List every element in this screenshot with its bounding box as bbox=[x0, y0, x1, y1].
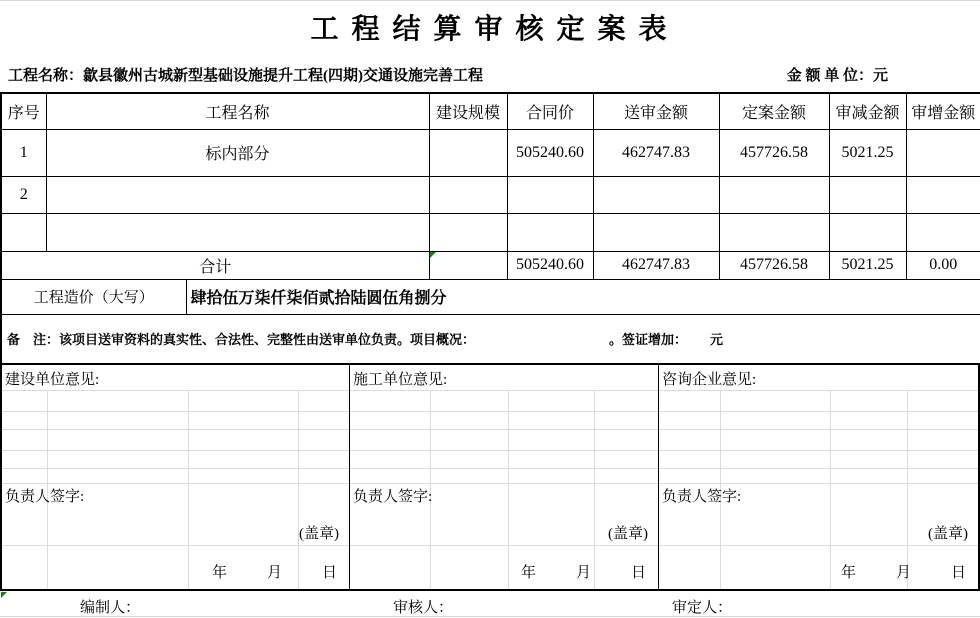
seal-label: (盖章) bbox=[928, 526, 968, 542]
date-day: 日 bbox=[321, 565, 337, 581]
cell-row1-name[interactable]: 标内部分 bbox=[46, 129, 429, 176]
header-seq[interactable]: 序号 bbox=[1, 93, 46, 129]
cell-row3-name[interactable] bbox=[46, 213, 429, 251]
seal-label: (盖章) bbox=[299, 526, 339, 542]
date-year: 年 bbox=[211, 565, 227, 581]
cell-row1-increased[interactable] bbox=[906, 129, 980, 176]
project-name-label: 工程名称：歙县徽州古城新型基础设施提升工程(四期)交通设施完善工程 bbox=[8, 67, 483, 84]
preparer-label[interactable]: 编制人： bbox=[80, 600, 141, 616]
header-name[interactable]: 工程名称 bbox=[46, 93, 429, 129]
opinion-section-construction-unit[interactable] bbox=[2, 365, 350, 589]
date-year: 年 bbox=[840, 565, 856, 581]
date-line bbox=[841, 561, 966, 582]
cell-total-submitted[interactable]: 462747.83 bbox=[593, 251, 719, 279]
cell-row2-seq[interactable]: 2 bbox=[1, 176, 46, 213]
date-month: 月 bbox=[575, 565, 591, 581]
opinion-section-contractor-unit[interactable] bbox=[350, 365, 659, 589]
cell-row1-contract[interactable]: 505240.60 bbox=[507, 129, 593, 176]
note-text: 该项目送审资料的真实性、合法性、完整性由送审单位负责。项目概况： bbox=[59, 332, 476, 348]
cell-row1-finalized[interactable]: 457726.58 bbox=[719, 129, 829, 176]
cell-error-indicator-icon bbox=[430, 252, 436, 258]
cell-row3-reduced[interactable] bbox=[829, 213, 906, 251]
header-reduced[interactable]: 审减金额 bbox=[829, 93, 906, 129]
cell-row3-finalized[interactable] bbox=[719, 213, 829, 251]
sign-label: 负责人签字: bbox=[353, 489, 433, 505]
amount-in-words-row bbox=[1, 279, 980, 314]
cell-row2-reduced[interactable] bbox=[829, 176, 906, 213]
opinion-section-consulting-firm[interactable] bbox=[659, 365, 978, 589]
date-day: 日 bbox=[950, 565, 966, 581]
cell-row2-contract[interactable] bbox=[507, 176, 593, 213]
opinion-title: 咨询企业意见: bbox=[662, 372, 757, 388]
header-scale[interactable]: 建设规模 bbox=[429, 93, 507, 129]
opinion-title: 建设单位意见: bbox=[5, 372, 100, 388]
table-row bbox=[1, 176, 980, 213]
cell-row3-scale[interactable] bbox=[429, 213, 507, 251]
header-contract[interactable]: 合同价 bbox=[507, 93, 593, 129]
opinion-title: 施工单位意见: bbox=[353, 372, 448, 388]
cell-row1-submitted[interactable]: 462747.83 bbox=[593, 129, 719, 176]
cell-row2-scale[interactable] bbox=[429, 176, 507, 213]
cell-row1-reduced[interactable]: 5021.25 bbox=[829, 129, 906, 176]
cell-total-label[interactable]: 合计 bbox=[1, 251, 429, 279]
cell-row2-finalized[interactable] bbox=[719, 176, 829, 213]
cell-row3-seq[interactable] bbox=[1, 213, 46, 251]
table-row bbox=[1, 213, 980, 251]
date-month: 月 bbox=[895, 565, 911, 581]
seal-label: (盖章) bbox=[608, 526, 648, 542]
bottom-gridline bbox=[0, 616, 980, 617]
reviewer-label[interactable]: 审核人： bbox=[393, 600, 454, 616]
note-row bbox=[1, 314, 980, 364]
opinion-sections bbox=[0, 363, 980, 591]
note-suffix: 。签证增加： bbox=[609, 332, 688, 348]
header-finalized[interactable]: 定案金额 bbox=[719, 93, 829, 129]
sign-label: 负责人签字: bbox=[5, 489, 85, 505]
cell-row3-contract[interactable] bbox=[507, 213, 593, 251]
amount-words-label[interactable]: 工程造价（大写） bbox=[1, 279, 186, 314]
top-gridline bbox=[0, 0, 980, 1]
amount-words-value[interactable]: 肆拾伍万柒仟柒佰贰拾陆圆伍角捌分 bbox=[186, 279, 980, 314]
page-title: 工 程 结 算 审 核 定 案 表 bbox=[310, 14, 670, 45]
header-submitted[interactable]: 送审金额 bbox=[593, 93, 719, 129]
settlement-table bbox=[0, 92, 980, 365]
date-year: 年 bbox=[520, 565, 536, 581]
table-row bbox=[1, 129, 980, 176]
note-unit: 元 bbox=[710, 332, 724, 348]
cell-total-contract[interactable]: 505240.60 bbox=[507, 251, 593, 279]
cell-row1-seq[interactable]: 1 bbox=[1, 129, 46, 176]
cell-row3-increased[interactable] bbox=[906, 213, 980, 251]
total-row bbox=[1, 251, 980, 279]
cell-row1-scale[interactable] bbox=[429, 129, 507, 176]
cell-row2-increased[interactable] bbox=[906, 176, 980, 213]
note-cell[interactable] bbox=[1, 314, 980, 364]
project-info-row bbox=[0, 59, 980, 89]
sign-label: 负责人签字: bbox=[662, 489, 742, 505]
table-header-row bbox=[1, 93, 980, 129]
footer-row bbox=[0, 591, 980, 616]
amount-unit-label: 金 额 单 位：元 bbox=[786, 67, 888, 84]
cell-row3-submitted[interactable] bbox=[593, 213, 719, 251]
header-increased[interactable]: 审增金额 bbox=[906, 93, 980, 129]
date-day: 日 bbox=[630, 565, 646, 581]
date-line bbox=[212, 561, 337, 582]
cell-total-reduced[interactable]: 5021.25 bbox=[829, 251, 906, 279]
cell-row2-submitted[interactable] bbox=[593, 176, 719, 213]
date-line bbox=[521, 561, 646, 582]
approver-label[interactable]: 审定人： bbox=[672, 600, 733, 616]
note-label: 备 注： bbox=[7, 332, 60, 348]
cell-row2-name[interactable] bbox=[46, 176, 429, 213]
cell-total-scale[interactable] bbox=[429, 251, 507, 279]
cell-total-increased[interactable]: 0.00 bbox=[906, 251, 980, 279]
cell-total-finalized[interactable]: 457726.58 bbox=[719, 251, 829, 279]
date-month: 月 bbox=[266, 565, 282, 581]
